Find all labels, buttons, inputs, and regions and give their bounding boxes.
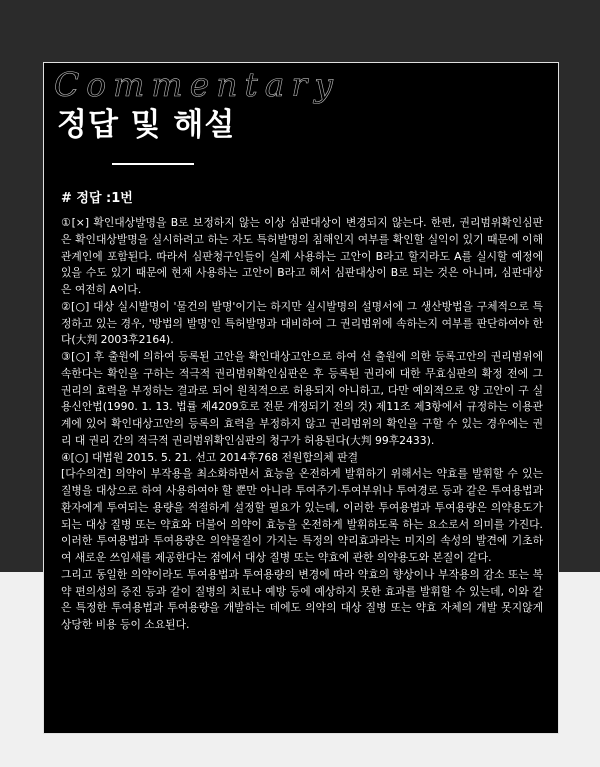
explanation-paragraph-6: 그리고 동일한 의약이라도 투여용법과 투여용량의 변경에 따라 약효의 향상이나 부작용의 감소 또는 복약 편의성의 증진 등과 같이 질병의 치료나 예방 등에 예상하지 못한 효과를 발휘할 수 있는데, 이와 같은 특정한 투여용법과 투여용량을 개발하는 데에도 의약의 대상 질병 또는 약효 자체의 개발 못지않게 상당한 비용 등이 소요된다. — [61, 567, 543, 631]
commentary-card — [43, 62, 559, 734]
explanation-paragraph-2: ②[○] 대상 실시발명이 '물건의 발명'이기는 하지만 실시발명의 설명서에 그 생산방법을 구체적으로 특정하고 있는 경우, '방법의 발명'인 특허발명과 대비하여 그 권리범위에 속하는지 여부를 판단하여야 한다(大判 2003후2164). — [61, 299, 543, 347]
explanation-paragraph-1: ①[×] 확인대상발명을 B로 보정하지 않는 이상 심판대상이 변경되지 않는다. 한편, 권리범위확인심판은 확인대상발명을 실시하려고 하는 자도 특허발명의 침해인지 여부를 확인할 실익이 있기 때문에 이해관계인에 포함된다. 따라서 심판청구인들이 실제 사용하는 고안이 B라고 할지라도 A를 실시할 예정에 있을 수도 있기 때문에 현재 사용하는 고안이 B라고 해서 심판대상이 B로 되는 것은 아니며, 심판대상은 여전히 A이다. — [61, 216, 543, 296]
explanation-paragraph-5: [다수의견] 의약이 부작용을 최소화하면서 효능을 온전하게 발휘하기 위해서는 약효를 발휘할 수 있는 질병을 대상으로 하여 사용하여야 할 뿐만 아니라 투여주기·투여부위나 투여경로 등과 같은 투여용법과 환자에게 투여되는 용량을 적절하게 설정할 필요가 있는데, 이러한 투여용법과 투여용량은 의약용도가 되는 대상 질병 또는 약효와 더불어 의약이 효능을 온전하게 발휘하도록 하는 요소로서 의미를 가진다. 이러한 투여용법과 투여용량은 의약물질이 가지는 특정의 약리효과라는 미지의 속성의 발견에 기초하여 새로운 쓰임새를 제공한다는 점에서 대상 질병 또는 약효에 관한 의약용도와 본질이 같다. — [61, 467, 543, 564]
explanation-body — [61, 215, 543, 634]
explanation-paragraph-3: ③[○] 후 출원에 의하여 등록된 고안을 확인대상고안으로 하여 선 출원에 의한 등록고안의 권리범위에 속한다는 확인을 구하는 적극적 권리범위확인심판은 후 등록된 권리에 대한 무효심판의 확정 전에 그 권리의 효력을 부정하는 결과로 되어 원칙적으로 허용되지 아니하고, 다만 예외적으로 양 고안이 구 실용신안법(1990. 1. 13. 법률 제4209호로 전문 개정되기 전의 것) 제11조 제3항에서 규정하는 이용관계에 있어 확인대상고안의 등록의 효력을 부정하지 않고 권리범위의 확인을 구할 수 있는 경우에는 권리 대 권리 간의 적극적 권리범위확인심판의 청구가 허용된다(大判 99후2433). — [61, 350, 543, 447]
answer-heading: # 정답 :1번 — [61, 191, 133, 206]
page-title: 정답 및 해설 — [57, 107, 236, 143]
commentary-script-title: Commentary — [54, 65, 340, 104]
title-divider — [112, 163, 194, 165]
explanation-paragraph-4: ④[○] 대법원 2015. 5. 21. 선고 2014후768 전원합의체 판결 — [61, 450, 359, 464]
